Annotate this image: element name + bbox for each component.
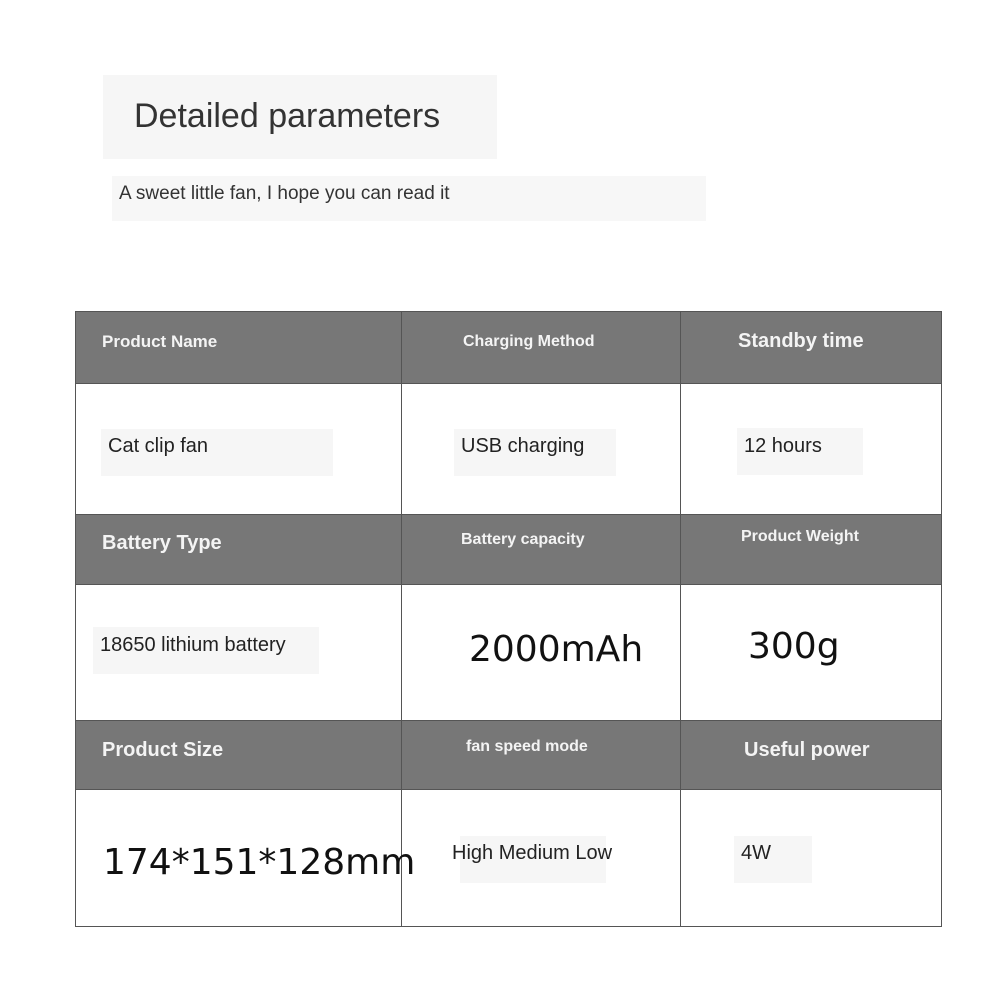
- header-label: Product Size: [102, 738, 224, 761]
- value-cell-charging-method: [402, 384, 681, 515]
- header-cell-useful-power: [681, 720, 942, 789]
- value-cell-useful-power: [681, 789, 942, 926]
- value-text: 18650 lithium battery: [100, 634, 286, 657]
- header-label: Charging Method: [463, 333, 595, 350]
- header-cell-product-size: [76, 720, 402, 789]
- value-text: USB charging: [461, 435, 585, 458]
- header-label: Battery Type: [102, 532, 222, 555]
- title-panel: [103, 75, 497, 159]
- table-header-row: [76, 720, 942, 789]
- table-row: [76, 789, 942, 926]
- value-cell-standby-time: [681, 384, 942, 515]
- header-cell-product-name: [76, 312, 402, 384]
- table-row: [76, 384, 942, 515]
- value-text: 2000mAh: [469, 629, 644, 671]
- header-cell-charging-method: [402, 312, 681, 384]
- page-title: Detailed parameters: [134, 97, 441, 135]
- value-text: 300g: [748, 626, 840, 668]
- page-subtitle: A sweet little fan, I hope you can read it: [119, 183, 450, 204]
- table-header-row: [76, 515, 942, 585]
- header-cell-product-weight: [681, 515, 942, 585]
- header-cell-battery-capacity: [402, 515, 681, 585]
- table-row: [76, 585, 942, 720]
- header-cell-fan-speed-mode: [402, 720, 681, 789]
- value-text: 174*151*128mm: [103, 841, 416, 883]
- header-cell-battery-type: [76, 515, 402, 585]
- value-text: 12 hours: [744, 435, 822, 458]
- subtitle-panel: [112, 176, 706, 221]
- value-cell-product-weight: [681, 585, 942, 720]
- header-label: Product Name: [102, 332, 218, 351]
- header-cell-standby-time: [681, 312, 942, 384]
- value-cell-product-size: [76, 789, 416, 926]
- value-cell-battery-capacity: [402, 585, 681, 720]
- value-cell-battery-type: [76, 585, 402, 720]
- value-text: 4W: [741, 841, 771, 864]
- parameters-table: [75, 311, 942, 927]
- header-label: Battery capacity: [461, 531, 585, 549]
- value-text: Cat clip fan: [108, 435, 209, 458]
- header-label: Standby time: [738, 330, 864, 352]
- header-label: Useful power: [744, 738, 870, 761]
- header-label: Product Weight: [741, 528, 859, 546]
- table-header-row: [76, 312, 942, 384]
- value-cell-fan-speed-mode: [402, 789, 681, 926]
- value-cell-product-name: [76, 384, 402, 515]
- value-text: High Medium Low: [452, 841, 613, 864]
- header-label: fan speed mode: [466, 737, 588, 755]
